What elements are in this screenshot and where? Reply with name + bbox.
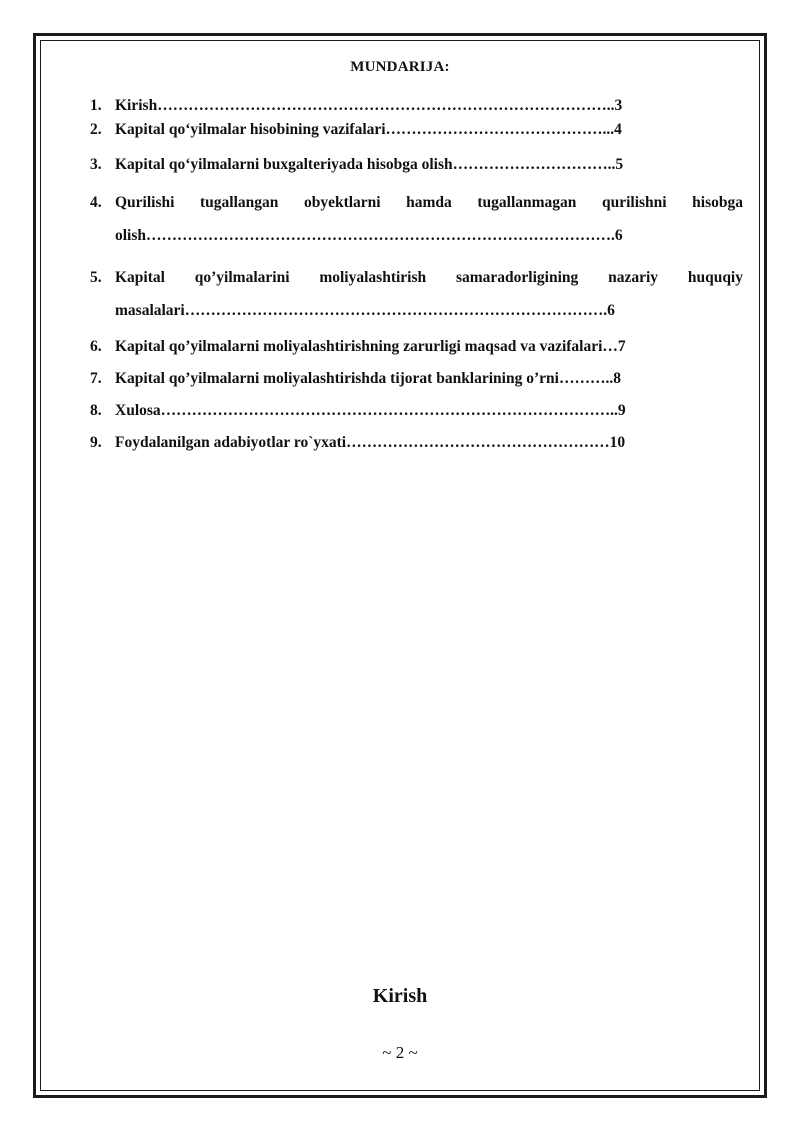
- toc-entry: [90, 94, 743, 118]
- toc-entry: [90, 431, 743, 455]
- toc-entry-text: Foydalanilgan adabiyotlar ro`yxati……………………………………………10: [115, 434, 626, 451]
- toc-entry-number: 1.: [90, 97, 102, 114]
- toc-entry: [90, 153, 743, 177]
- toc-entry-text: Kapital qo‘yilmalarni buxgalteriyada hisobga olish…………………………..5: [115, 156, 624, 173]
- toc-entry-text: Kapital qo’yilmalarini moliyalashtirish samaradorligining nazariy huquqiy masalalari……………………………………………………………………….6: [115, 269, 743, 319]
- toc-entry-text: Qurilishi tugallangan obyektlarni hamda tugallanmagan qurilishni hisobga olish……………………………………………………………………………….6: [115, 194, 743, 244]
- toc-entry: [90, 367, 743, 391]
- toc-title: MUNDARIJA:: [350, 59, 450, 75]
- toc-entry-text: Xulosa……………………………………………………………………………..9: [115, 402, 626, 419]
- toc-entry-number: 7.: [90, 370, 102, 387]
- toc-entry: [90, 186, 743, 252]
- toc-entry: [90, 335, 743, 359]
- toc-entry: [90, 399, 743, 423]
- table-of-contents: [90, 94, 743, 455]
- toc-entry-number: 9.: [90, 434, 102, 451]
- section-heading: Kirish: [372, 985, 428, 1007]
- toc-entry-number: 8.: [90, 402, 102, 419]
- page-number: ~ 2 ~: [382, 1043, 418, 1062]
- toc-entry-text: Kapital qo’yilmalarni moliyalashtirishning zarurligi maqsad va vazifalari…7: [115, 338, 626, 355]
- toc-entry-number: 3.: [90, 156, 102, 173]
- toc-entry-number: 6.: [90, 338, 102, 355]
- toc-entry-number: 2.: [90, 121, 102, 138]
- toc-entry-number: 5.: [90, 269, 102, 286]
- toc-entry: [90, 261, 743, 327]
- toc-entry: [90, 118, 743, 142]
- toc-entry-text: Kapital qo’yilmalarni moliyalashtirishda tijorat banklarining o’rni………..8: [115, 370, 621, 387]
- toc-entry-text: Kapital qo‘yilmalar hisobining vazifalari……………………………………...4: [115, 121, 622, 138]
- toc-entry-number: 4.: [90, 194, 102, 211]
- toc-entry-text: Kirish……………………………………………………………………………..3: [115, 97, 623, 114]
